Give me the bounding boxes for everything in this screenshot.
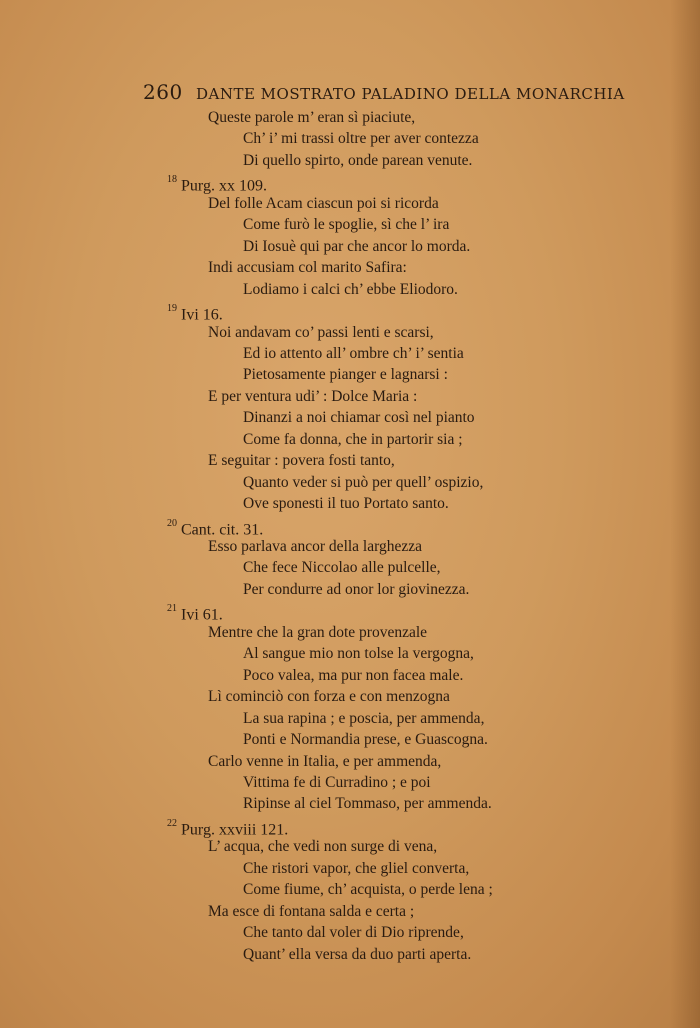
reference-text: Purg. xx 109.: [181, 177, 267, 195]
verse-line: Ponti e Normandia prese, e Guascogna.: [243, 731, 488, 749]
verse-line: Carlo venne in Italia, e per ammenda,: [208, 752, 442, 770]
verse-line: Esso parlava ancor della larghezza: [208, 538, 423, 555]
verse-line: Al sangue mio non tolse la vergogna,: [243, 645, 474, 663]
verse-line: Che ristori vapor, che gliel converta,: [243, 859, 470, 877]
verse-line: Di Iosuè qui par che ancor lo morda.: [243, 237, 471, 255]
verse-line: Poco valea, ma pur non facea male.: [243, 666, 464, 684]
verse-line: Del folle Acam ciascun poi si ricorda: [208, 194, 439, 212]
verse-line: Vittima fe di Curradino ; e poi: [243, 773, 431, 791]
footnote-number: 19: [167, 303, 177, 315]
footnote-number: 21: [167, 603, 177, 615]
verse-line: Queste parole m’ eran sì piaciute,: [208, 109, 416, 126]
footnote-number: 22: [167, 817, 177, 829]
verse-line: Che tanto dal voler di Dio riprende,: [243, 924, 464, 942]
verse-line: Ed io attento all’ ombre ch’ i’ sentia: [243, 344, 464, 362]
verse-line: E per ventura udi’ : Dolce Maria :: [208, 387, 418, 405]
verse-line: Ove sponesti il tuo Portato santo.: [243, 495, 449, 513]
page-edge-shadow: [670, 0, 700, 1028]
reference-text: Ivi 16.: [181, 306, 223, 324]
verse-line: Per condurre ad onor lor giovinezza.: [243, 580, 470, 598]
verse-line: Ch’ i’ mi trassi oltre per aver contezza: [243, 130, 479, 148]
verse-line: Lì cominciò con forza e con menzogna: [208, 688, 450, 706]
verse-line: Che fece Niccolao alle pulcelle,: [243, 559, 441, 577]
footnote-number: 20: [167, 517, 177, 529]
reference-text: Ivi 61.: [181, 606, 223, 624]
verse-line: Noi andavam co’ passi lenti e scarsi,: [208, 323, 434, 341]
verse-line: Quanto veder si può per quell’ ospizio,: [243, 473, 484, 491]
reference-text: Cant. cit. 31.: [181, 520, 264, 538]
verse-line: Di quello spirto, onde parean venute.: [243, 151, 473, 169]
verse-line: Lodiamo i calci ch’ ebbe Eliodoro.: [243, 280, 458, 298]
verse-line: L’ acqua, che vedi non surge di vena,: [208, 838, 438, 856]
verse-line: Dinanzi a noi chiamar così nel pianto: [243, 409, 475, 427]
verse-line: Ripinse al ciel Tommaso, per ammenda.: [243, 795, 492, 813]
page-header: [143, 80, 625, 104]
verse-line: Ma esce di fontana salda e certa ;: [208, 902, 415, 920]
verse-line: E seguitar : povera fosti tanto,: [208, 452, 395, 470]
verse-line: Mentre che la gran dote provenzale: [208, 623, 428, 641]
verse-line: Come fiume, ch’ acquista, o perde lena ;: [243, 881, 493, 899]
verse-line: Indi accusiam col marito Safira:: [208, 259, 407, 277]
verse-line: Come furò le spoglie, sì che l’ ira: [243, 216, 450, 234]
verse-line: Come fa donna, che in partorir sia ;: [243, 430, 463, 448]
verse-line: Pietosamente pianger e lagnarsi :: [243, 366, 448, 384]
verse-line: La sua rapina ; e poscia, per ammenda,: [243, 709, 485, 727]
reference-text: Purg. xxviii 121.: [181, 821, 289, 839]
page-number: 260: [143, 80, 183, 104]
verse-line: Quant’ ella versa da duo parti aperta.: [243, 945, 472, 963]
footnote-number: 18: [167, 174, 177, 186]
running-title: DANTE MOSTRATO PALADINO DELLA MONARCHIA: [195, 85, 625, 103]
